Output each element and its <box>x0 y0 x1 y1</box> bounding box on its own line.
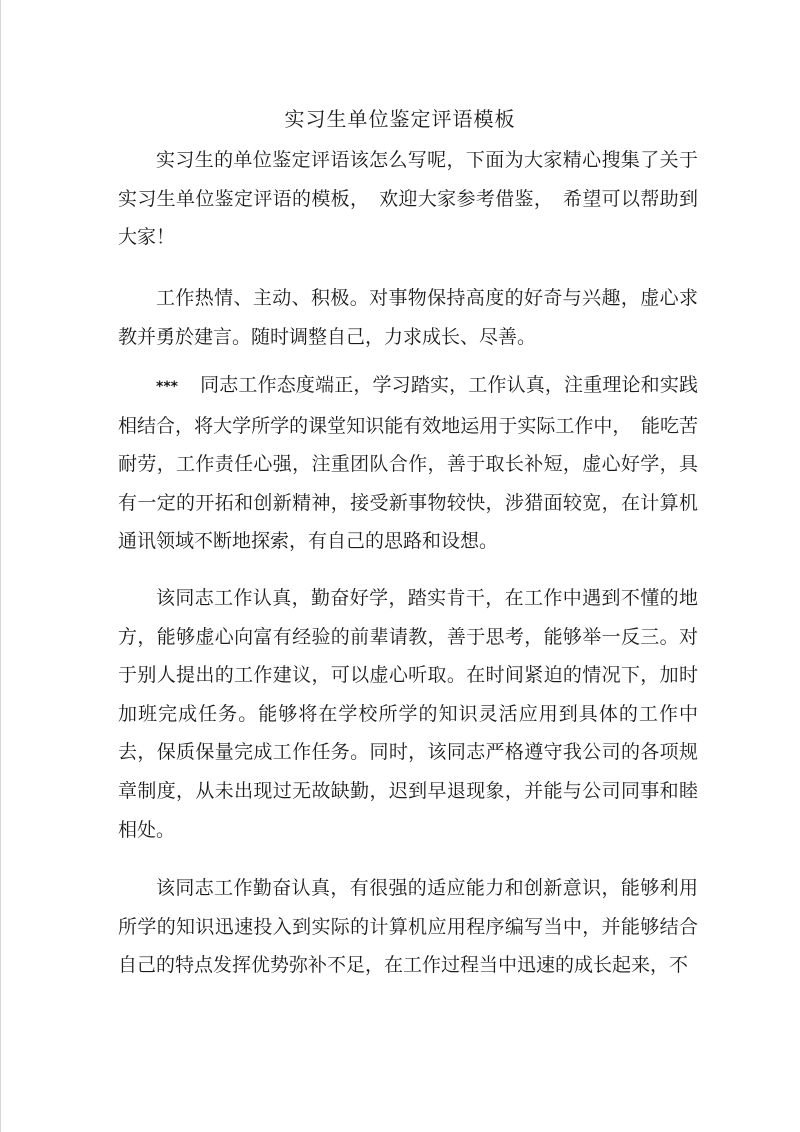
intro-paragraph: 实习生的单位鉴定评语该怎么写呢，下面为大家精心搜集了关于实习生单位鉴定评语的模板， 欢迎大家参考借鉴， 希望可以帮助到大家！ <box>118 149 698 249</box>
evaluation-paragraph-2-text: 同志工作态度端正，学习踏实，工作认真，注重理论和实践相结合，将大学所学的课堂知识能有效地运用于实际工作中， 能吃苦耐劳，工作责任心强，注重团队合作，善于取长补短，虚心好学，具有一定的开拓和创新精神，接受新事物较快，涉猎面较宽，在计算机通讯领域不断地探索，有自己的思路和设想。 <box>118 374 698 553</box>
name-placeholder: *** <box>156 379 178 395</box>
evaluation-paragraph-3: 该同志工作认真，勤奋好学，踏实肯干，在工作中遇到不懂的地方，能够虚心向富有经验的前辈请教，善于思考，能够举一反三。对于别人提出的工作建议，可以虚心听取。在时间紧迫的情况下，加时加班完成任务。能够将在学校所学的知识灵活应用到具体的工作中去，保质保量完成工作任务。同时，该同志严格遵守我公司的各项规章制度，从未出现过无故缺勤，迟到早退现象，并能与公司同事和睦相处。 <box>118 587 698 841</box>
evaluation-paragraph-4: 该同志工作勤奋认真，有很强的适应能力和创新意识，能够利用所学的知识迅速投入到实际的计算机应用程序编写当中，并能够结合自己的特点发挥优势弥补不足，在工作过程当中迅速的成长起来，不 <box>118 877 698 977</box>
evaluation-paragraph-2 <box>118 366 698 561</box>
evaluation-paragraph-1: 工作热情、主动、积极。对事物保持高度的好奇与兴趣，虚心求教并勇於建言。随时调整自己，力求成长、尽善。 <box>118 287 698 348</box>
document-title: 实习生单位鉴定评语模板 <box>284 107 516 131</box>
page-edge <box>0 0 1 1132</box>
